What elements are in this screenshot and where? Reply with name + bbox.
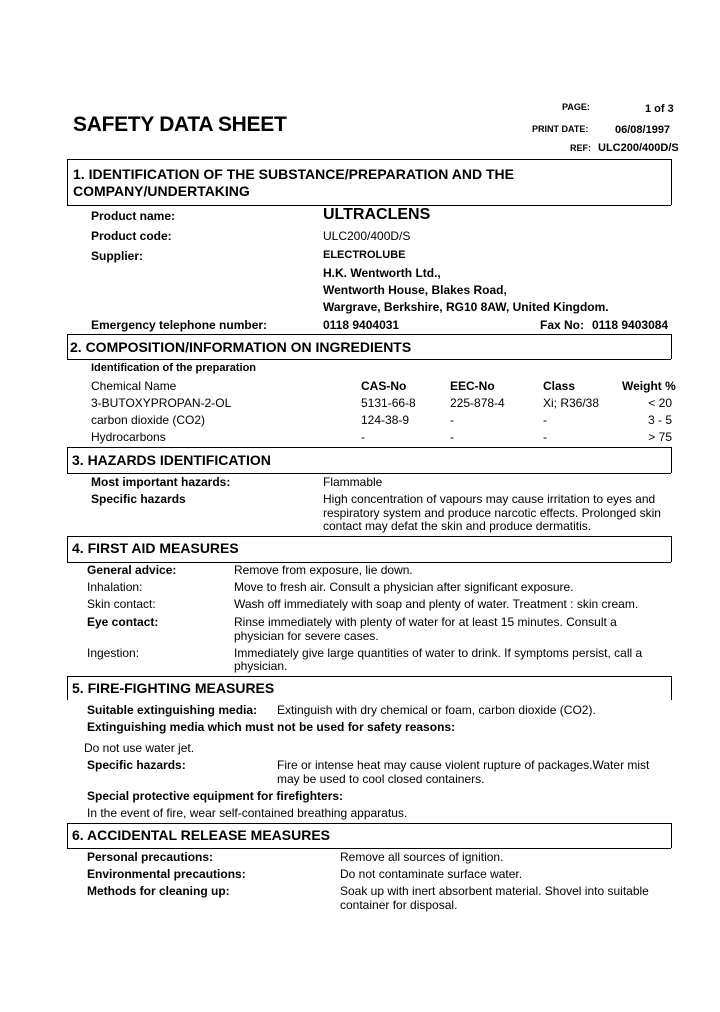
page-label: PAGE: xyxy=(562,102,590,112)
section-3-bottom-rule xyxy=(67,473,671,474)
specific-hazards-label: Specific hazards xyxy=(91,492,186,506)
product-name-value: ULTRACLENS xyxy=(323,206,431,223)
ingredient-cas: 124-38-9 xyxy=(361,413,410,427)
section-1-top-rule xyxy=(67,159,671,160)
specific-hazards-line: High concentration of vapours may cause irritation to eyes and xyxy=(323,492,656,506)
first-aid-label: General advice: xyxy=(87,563,177,577)
protective-equipment-label: Special protective equipment for firefighters: xyxy=(87,789,344,803)
emergency-value: 0118 9404031 xyxy=(323,318,400,332)
section-6-top-rule xyxy=(67,823,671,824)
supplier-line: H.K. Wentworth Ltd., xyxy=(323,266,441,280)
section-5-heading: 5. FIRE-FIGHTING MEASURES xyxy=(72,680,275,696)
ingredient-cas: 5131-66-8 xyxy=(361,396,416,410)
section-2-heading: 2. COMPOSITION/INFORMATION ON INGREDIENTS xyxy=(70,339,412,355)
print-date-label: PRINT DATE: xyxy=(532,124,589,134)
section-3-right-rule xyxy=(671,447,672,473)
first-aid-text: Wash off immediately with soap and plenty of water. Treatment : skin cream. xyxy=(234,597,639,611)
emergency-label: Emergency telephone number: xyxy=(91,318,268,332)
ingredient-eec: 225-878-4 xyxy=(450,396,505,410)
specific-hazards-line: respiratory system and produce narcotic effects. Prolonged skin xyxy=(323,506,661,520)
most-important-hazards-label: Most important hazards: xyxy=(91,475,231,489)
personal-precautions-label: Personal precautions: xyxy=(87,850,214,864)
section-2-top-rule xyxy=(67,334,671,335)
section-2-left-rule xyxy=(67,334,68,359)
section-3-heading: 3. HAZARDS IDENTIFICATION xyxy=(72,452,271,468)
col-class: Class xyxy=(543,379,576,393)
ingredient-eec: - xyxy=(450,430,454,444)
suitable-media-value: Extinguish with dry chemical or foam, carbon dioxide (CO2). xyxy=(277,703,596,717)
specific-hazards-line: contact may defat the skin and produce dermatitis. xyxy=(323,519,592,533)
ingredient-cas: - xyxy=(361,430,365,444)
ingredient-class: Xi; R36/38 xyxy=(543,396,600,410)
col-chemical-name: Chemical Name xyxy=(91,379,177,393)
col-weight: Weight % xyxy=(622,379,676,393)
most-important-hazards-value: Flammable xyxy=(323,475,383,489)
ingredient-class: - xyxy=(543,430,547,444)
ingredient-class: - xyxy=(543,413,547,427)
section-4-left-rule xyxy=(67,536,68,562)
section-5-top-rule xyxy=(67,676,671,677)
supplier-label: Supplier: xyxy=(91,249,144,263)
section-2-right-rule xyxy=(671,334,672,359)
product-name-label: Product name: xyxy=(91,209,176,223)
section-6-left-rule xyxy=(67,823,68,848)
ingredient-weight: > 75 xyxy=(648,430,672,444)
section-4-heading: 4. FIRST AID MEASURES xyxy=(72,540,239,556)
ingredient-weight: < 20 xyxy=(648,396,672,410)
section-2-bottom-rule xyxy=(67,359,671,360)
section-5-right-rule xyxy=(671,676,672,700)
fire-specific-hazards-label: Specific hazards: xyxy=(87,758,186,772)
environmental-precautions-label: Environmental precautions: xyxy=(87,867,246,881)
composition-subheading: Identification of the preparation xyxy=(91,362,257,374)
col-eec-no: EEC-No xyxy=(450,379,495,393)
suitable-media-label: Suitable extinguishing media: xyxy=(87,703,258,717)
section-1-heading-cont: COMPANY/UNDERTAKING xyxy=(73,183,250,199)
print-date-value: 06/08/1997 xyxy=(615,124,671,136)
supplier-line: Wentworth House, Blakes Road, xyxy=(323,283,507,297)
first-aid-label: Eye contact: xyxy=(87,615,159,629)
first-aid-text: physician. xyxy=(234,659,288,673)
section-6-bottom-rule xyxy=(67,848,671,849)
first-aid-text: Immediately give large quantities of water to drink. If symptoms persist, call a xyxy=(234,646,643,660)
first-aid-label: Ingestion: xyxy=(87,646,140,660)
cleaning-methods-line: Soak up with inert absorbent material. Shovel into suitable xyxy=(340,884,649,898)
cleaning-methods-line: container for disposal. xyxy=(340,898,458,912)
ingredient-name: Hydrocarbons xyxy=(91,430,166,444)
product-code-value: ULC200/400D/S xyxy=(323,229,411,243)
section-1-right-rule xyxy=(671,159,672,205)
unsuitable-media-value: Do not use water jet. xyxy=(84,741,195,755)
section-3-left-rule xyxy=(67,447,68,473)
section-5-left-rule xyxy=(67,676,68,700)
section-1-heading: 1. IDENTIFICATION OF THE SUBSTANCE/PREPARATION AND THE xyxy=(73,166,515,182)
supplier-line: Wargrave, Berkshire, RG10 8AW, United Kingdom. xyxy=(323,300,609,314)
first-aid-label: Inhalation: xyxy=(87,580,143,594)
protective-equipment-value: In the event of fire, wear self-contained breathing apparatus. xyxy=(87,806,408,820)
fire-specific-hazards-line: may be used to cool closed containers. xyxy=(277,772,485,786)
section-4-right-rule xyxy=(671,536,672,562)
ref-label: REF: xyxy=(570,143,591,153)
section-3-top-rule xyxy=(67,447,671,448)
fax-label: Fax No: xyxy=(540,318,585,332)
document-title: SAFETY DATA SHEET xyxy=(73,113,287,136)
environmental-precautions-value: Do not contaminate surface water. xyxy=(340,867,523,881)
product-code-label: Product code: xyxy=(91,229,172,243)
ingredient-name: carbon dioxide (CO2) xyxy=(91,413,206,427)
fire-specific-hazards-line: Fire or intense heat may cause violent rupture of packages.Water mist xyxy=(277,758,650,772)
section-1-left-rule xyxy=(67,159,68,205)
first-aid-text: Rinse immediately with plenty of water for at least 15 minutes. Consult a xyxy=(234,615,617,629)
cleaning-methods-label: Methods for cleaning up: xyxy=(87,884,230,898)
section-6-heading: 6. ACCIDENTAL RELEASE MEASURES xyxy=(72,827,330,843)
ingredient-eec: - xyxy=(450,413,454,427)
section-6-right-rule xyxy=(671,823,672,848)
first-aid-label: Skin contact: xyxy=(87,597,156,611)
ref-value: ULC200/400D/S xyxy=(598,142,679,154)
supplier-line: ELECTROLUBE xyxy=(323,249,406,261)
page-value: 1 of 3 xyxy=(645,103,674,115)
ingredient-name: 3-BUTOXYPROPAN-2-OL xyxy=(91,396,232,410)
first-aid-text: physician for severe cases. xyxy=(234,629,379,643)
section-4-top-rule xyxy=(67,536,671,537)
personal-precautions-value: Remove all sources of ignition. xyxy=(340,850,504,864)
col-cas-no: CAS-No xyxy=(361,379,407,393)
first-aid-text: Remove from exposure, lie down. xyxy=(234,563,413,577)
ingredient-weight: 3 - 5 xyxy=(647,413,672,427)
unsuitable-media-label: Extinguishing media which must not be used for safety reasons: xyxy=(87,720,456,734)
first-aid-text: Move to fresh air. Consult a physician after significant exposure. xyxy=(234,580,574,594)
fax-value: 0118 9403084 xyxy=(592,318,669,332)
